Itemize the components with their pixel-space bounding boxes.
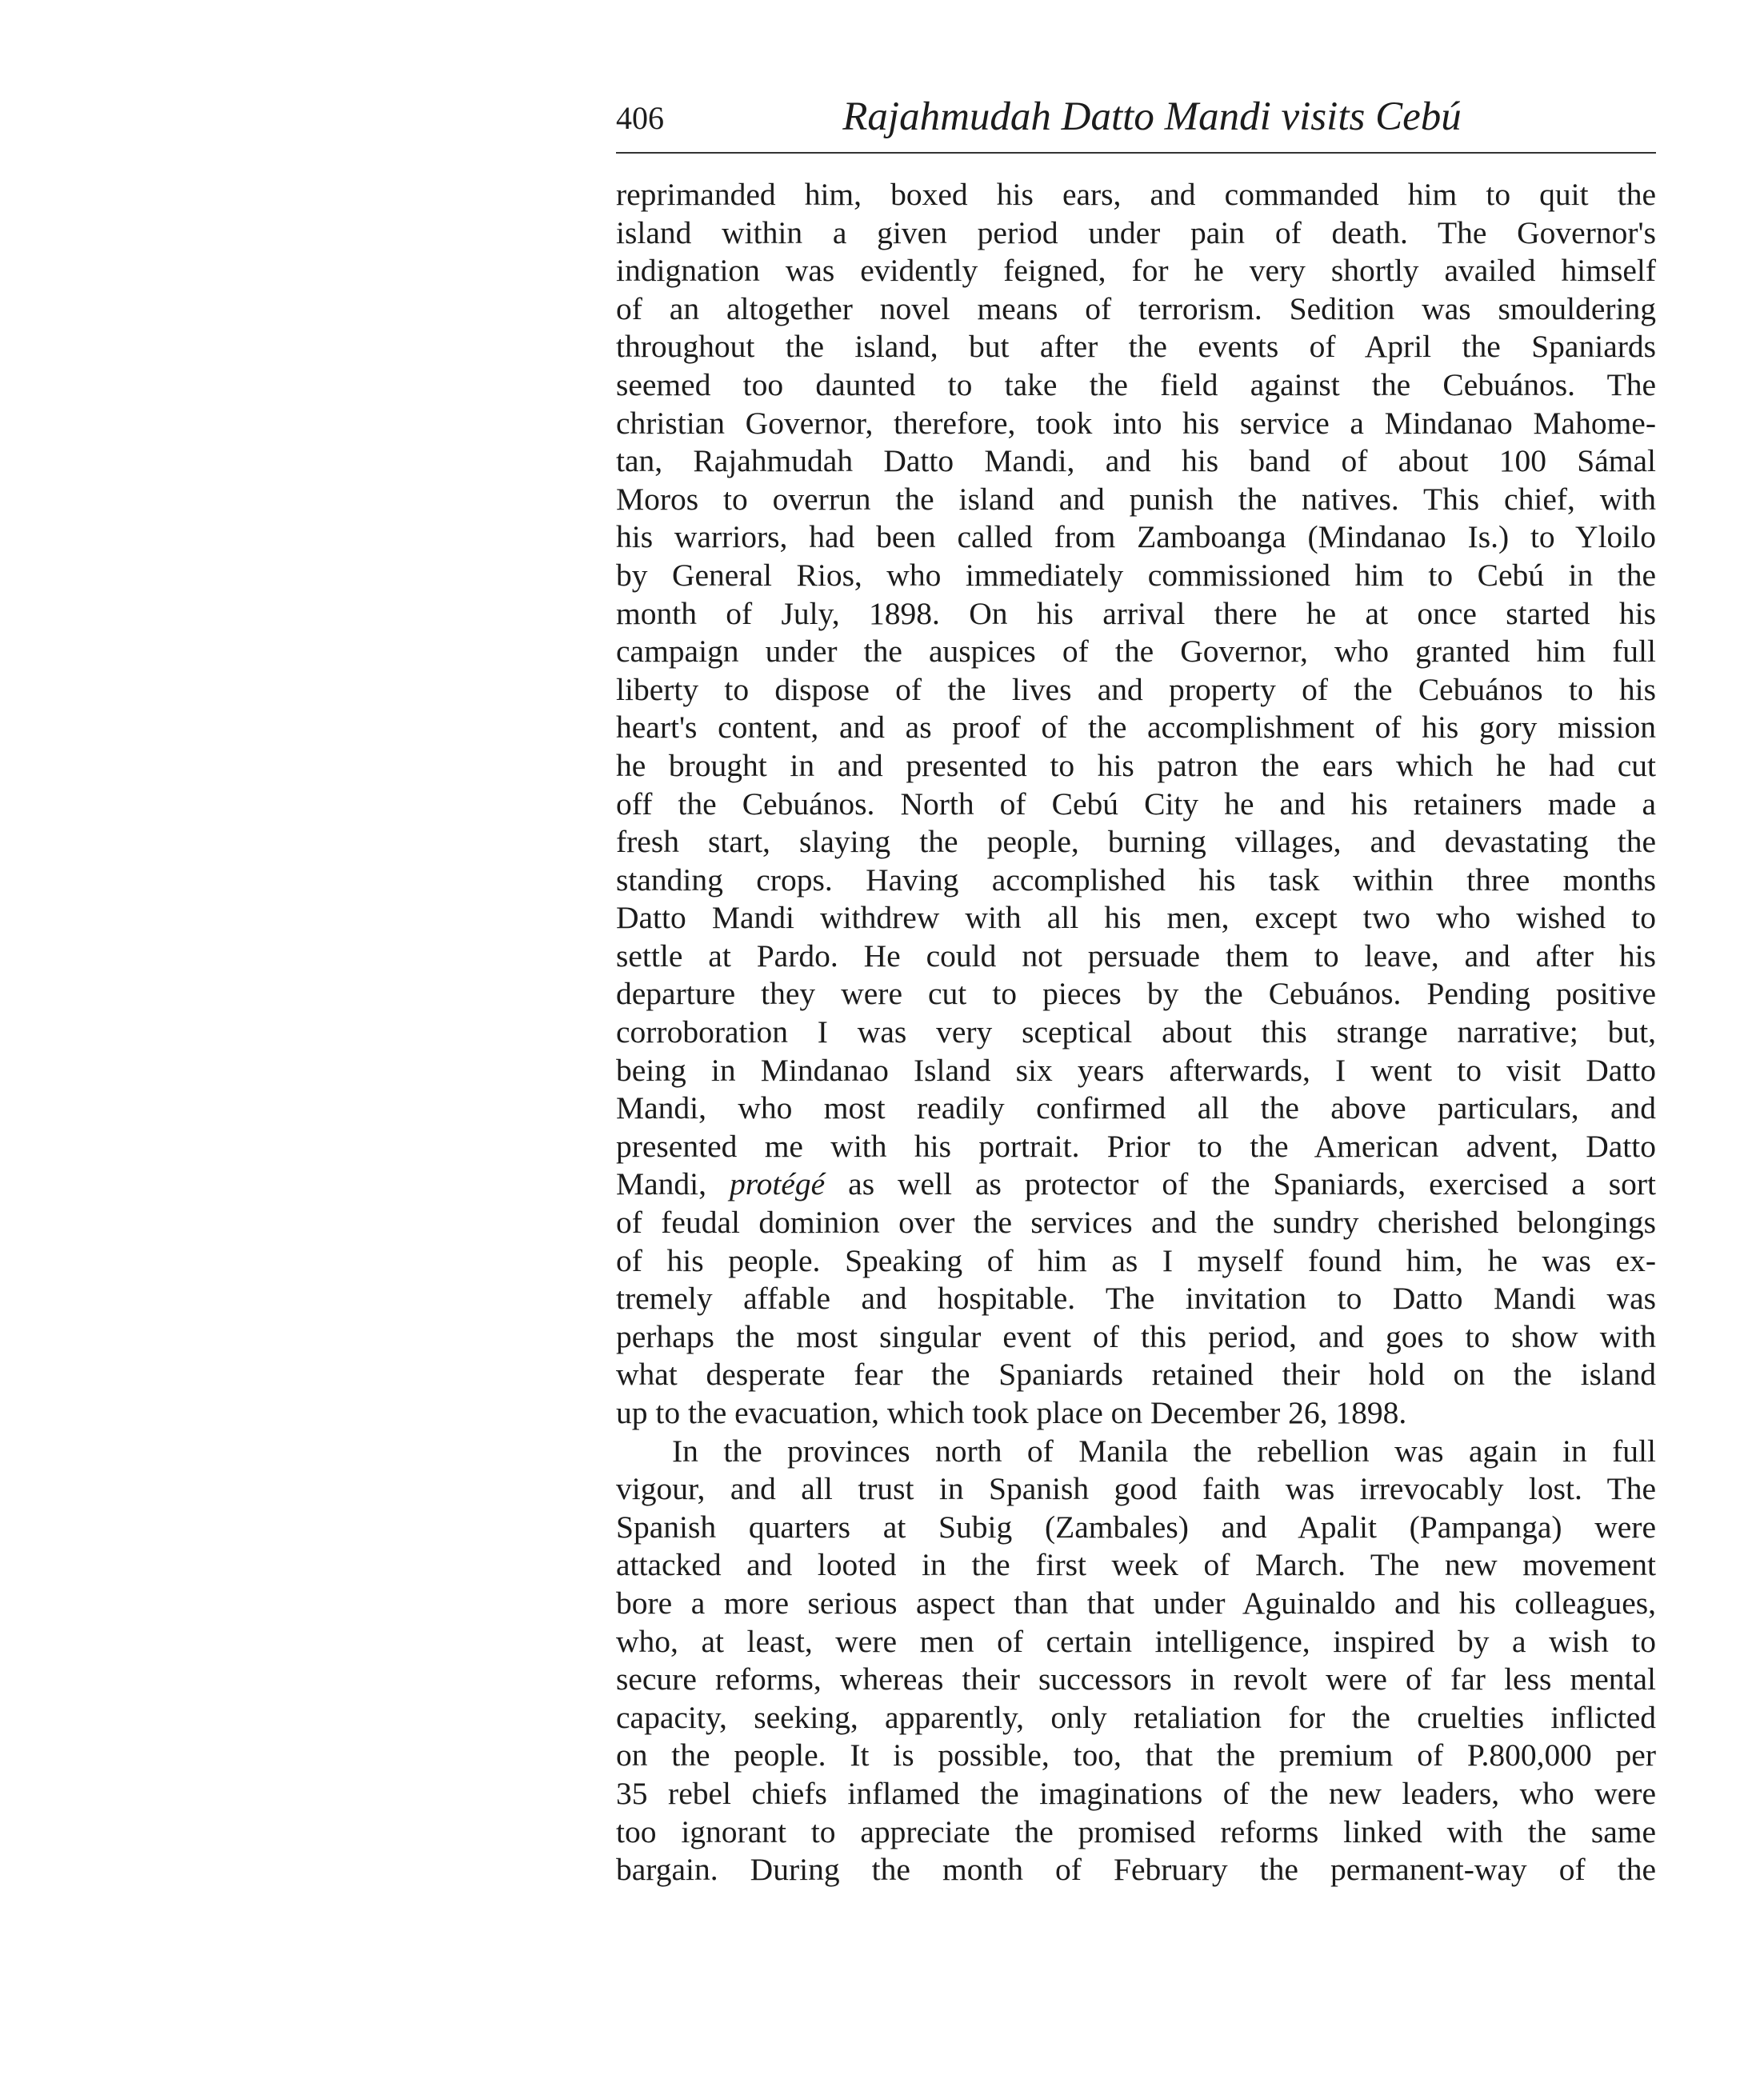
text-line: up to the evacuation, which took place on December 26, 1898. [616, 1395, 1407, 1430]
text-line: bore a more serious aspect than that under Aguinaldo and his colleagues, [616, 1585, 1656, 1621]
text-line: his warriors, had been called from Zamboanga (Mindanao Is.) to Yloilo [616, 519, 1656, 555]
text-line: Moros to overrun the island and punish the natives. This chief, with [616, 481, 1656, 517]
running-title: Rajahmudah Datto Mandi visits Cebú [842, 94, 1462, 139]
book-page [616, 90, 1656, 1889]
text-line: off the Cebuános. North of Cebú City he and his retainers made a [616, 786, 1656, 822]
text-line: tan, Rajahmudah Datto Mandi, and his band of about 100 Sámal [616, 443, 1656, 479]
text-line: what desperate fear the Spaniards retained their hold on the island [616, 1357, 1656, 1393]
text-line: who, at least, were men of certain intelligence, inspired by a wish to [616, 1623, 1656, 1659]
text-line: Mandi, protégé as well as protector of the Spaniards, exercised a sort [616, 1166, 1656, 1202]
italic-word: protégé [729, 1166, 826, 1202]
text-line: island within a given period under pain of death. The Governor's [616, 214, 1656, 250]
text-line: christian Governor, therefore, took into his service a Mindanao Mahome- [616, 405, 1656, 441]
text-line: Mandi, who most readily confirmed all the above particulars, and [616, 1090, 1656, 1126]
text-line: of feudal dominion over the services and the sundry cherished belongings [616, 1205, 1656, 1241]
text-line: corroboration I was very sceptical about this strange narrative; but, [616, 1014, 1656, 1050]
paragraph [616, 176, 1656, 1433]
text-line: being in Mindanao Island six years afterwards, I went to visit Datto [616, 1052, 1656, 1088]
text-line: fresh start, slaying the people, burning villages, and devastating the [616, 824, 1656, 860]
text-line: attacked and looted in the first week of March. The new movement [616, 1547, 1656, 1583]
text-line: In the provinces north of Manila the rebellion was again in full [672, 1433, 1656, 1469]
text-line: throughout the island, but after the events of April the Spaniards [616, 329, 1656, 365]
text-line: he brought in and presented to his patron the ears which he had cut [616, 747, 1656, 783]
text-line: by General Rios, who immediately commissioned him to Cebú in the [616, 557, 1656, 593]
text-line: liberty to dispose of the lives and property of the Cebuános to his [616, 671, 1656, 707]
text-line: on the people. It is possible, too, that the premium of P.800,000 per [616, 1737, 1656, 1773]
text-line: presented me with his portrait. Prior to the American advent, Datto [616, 1128, 1656, 1164]
paragraph [616, 1433, 1656, 1889]
text-line: Datto Mandi withdrew with all his men, except two who wished to [616, 900, 1656, 936]
text-line: capacity, seeking, apparently, only retaliation for the cruelties inflicted [616, 1699, 1656, 1735]
text-line: perhaps the most singular event of this period, and goes to show with [616, 1318, 1656, 1354]
text-line: vigour, and all trust in Spanish good faith was irrevocably lost. The [616, 1471, 1656, 1507]
text-line: heart's content, and as proof of the accomplishment of his gory mission [616, 710, 1656, 746]
text-line: tremely affable and hospitable. The invitation to Datto Mandi was [616, 1281, 1656, 1317]
text-line: of his people. Speaking of him as I myself found him, he was ex- [616, 1242, 1656, 1278]
text-line: month of July, 1898. On his arrival there he at once started his [616, 595, 1656, 631]
body-text [616, 176, 1656, 1889]
text-line: Spanish quarters at Subig (Zambales) and Apalit (Pampanga) were [616, 1509, 1656, 1545]
page-header [616, 90, 1656, 147]
page-number: 406 [616, 100, 664, 136]
text-line: settle at Pardo. He could not persuade them to leave, and after his [616, 938, 1656, 974]
text-line: departure they were cut to pieces by the Cebuános. Pending positive [616, 976, 1656, 1012]
text-line: secure reforms, whereas their successors in revolt were of far less mental [616, 1661, 1656, 1697]
text-line: 35 rebel chiefs inflamed the imaginations of the new leaders, who were [616, 1775, 1656, 1811]
text-line: bargain. During the month of February the permanent-way of the [616, 1852, 1656, 1888]
header-rule [616, 152, 1656, 154]
text-line: standing crops. Having accomplished his task within three months [616, 862, 1656, 898]
text-line: reprimanded him, boxed his ears, and commanded him to quit the [616, 177, 1656, 212]
text-line: of an altogether novel means of terrorism. Sedition was smouldering [616, 290, 1656, 326]
text-line: seemed too daunted to take the field against the Cebuános. The [616, 366, 1656, 402]
text-line: too ignorant to appreciate the promised reforms linked with the same [616, 1813, 1656, 1849]
text-line: indignation was evidently feigned, for he very shortly availed himself [616, 253, 1656, 289]
text-line: campaign under the auspices of the Governor, who granted him full [616, 634, 1656, 670]
